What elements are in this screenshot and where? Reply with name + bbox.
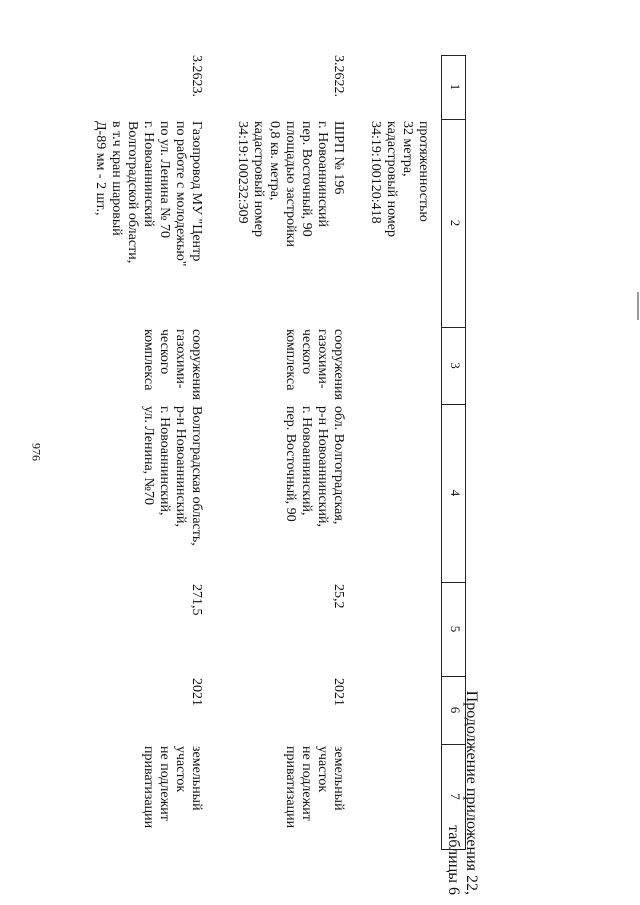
- row-1-category: сооружения газохими- ческого комплекса: [283, 329, 346, 400]
- row-2-note: земельный участок не подлежит приватизации: [141, 746, 204, 829]
- row-1-description: ШРП № 196 г. Новоаннинский пер. Восточный, 90 площадью застройки 0,8 кв. метра, кадастровый номер 34:19:100232:309: [235, 121, 346, 247]
- row-2-year: 2021: [189, 678, 204, 706]
- row-2-number: 3.2623.: [189, 55, 204, 97]
- row-2-description: Газопровод МУ "Центр по работе с молодежью" по ул. Ленина № 70 г. Новоаннинский Волгоградской области, в т.ч кран шаровый Д-89 мм - 2 шт.,: [93, 121, 204, 267]
- row-1-number: 3.2622.: [331, 55, 346, 97]
- page-number: 976: [29, 443, 44, 461]
- row-1-address: обл. Волгоградская, р-н Новоаннинский, г. Новоаннинский, пер. Восточный, 90: [283, 406, 346, 527]
- column-number-5: 5: [448, 625, 463, 633]
- column-number-3: 3: [448, 362, 463, 369]
- header-top-rule: [465, 55, 466, 850]
- row-0-description: протяженностью 32 метра, кадастровый номер 34:19:100120:418: [368, 121, 431, 237]
- scan-mark: [637, 292, 639, 320]
- row-2-category: сооружения газохими- ческого комплекса: [141, 329, 204, 400]
- column-number-7: 7: [448, 793, 463, 800]
- row-2-address: Волгоградская область, р-н Новоаннинский, г. Новоаннинский, ул. Ленина, №70: [141, 406, 204, 546]
- row-1-note: земельный участок не подлежит приватизации: [283, 746, 346, 829]
- property-table: [93, 55, 466, 850]
- row-1-value: 25,2: [331, 584, 346, 609]
- column-number-4: 4: [448, 489, 463, 497]
- column-number-2: 2: [448, 219, 463, 227]
- column-number-1: 1: [448, 83, 463, 91]
- col-divider: [442, 849, 466, 850]
- continuation-line-1: Продолжение приложения 22,: [463, 690, 480, 895]
- column-number-6: 6: [448, 706, 463, 714]
- row-1-year: 2021: [331, 678, 346, 706]
- header-bottom-rule: [441, 55, 442, 850]
- row-2-value: 271,5: [189, 584, 204, 616]
- continuation-line-2: таблицы 6: [445, 825, 462, 895]
